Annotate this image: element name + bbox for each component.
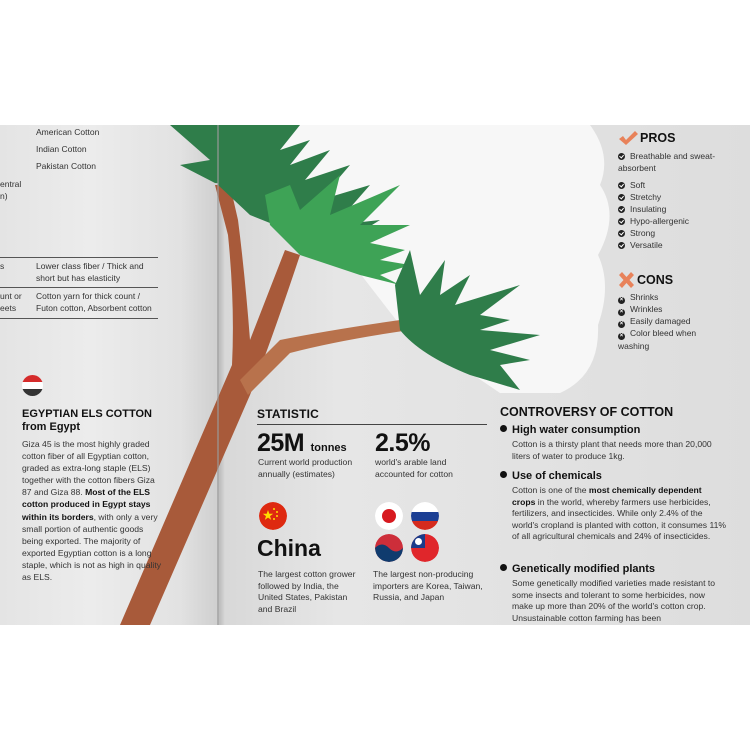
production-desc: Current world production annually (estimates) (258, 457, 353, 479)
pros-item (618, 179, 645, 191)
bullet-icon (500, 425, 507, 432)
pros-item-label: Hypo-allergenic (630, 216, 690, 226)
cotton-type-pakistan: Pakistan Cotton (36, 161, 97, 171)
top-grower-country: China (257, 535, 321, 561)
pros-item-label: Versatile (630, 240, 663, 250)
check-circle-icon (618, 242, 625, 249)
bullet-icon (500, 471, 507, 478)
els-body-bold: Most of the ELS cotton produced in Egypt stays within its borders (22, 487, 151, 522)
x-circle-icon: × (619, 297, 624, 303)
els-title-line2: from Egypt (22, 421, 81, 433)
pros-item-label: Stretchy (630, 192, 662, 202)
production-unit: tonnes (310, 442, 347, 454)
bullet-icon (500, 564, 507, 571)
korea-flag-icon (375, 534, 403, 562)
cons-item-label: Shrinks (630, 292, 659, 302)
pros-item (618, 203, 666, 215)
cons-item-label: Easily damaged (630, 316, 691, 326)
controversy-title: CONTROVERSY OF COTTON (500, 405, 674, 419)
japan-flag-icon (375, 502, 403, 530)
controversy-item-title (500, 424, 640, 436)
controversy-item-title (500, 563, 655, 575)
cons-item (618, 327, 713, 352)
els-body-text: Giza 45 is the most highly graded cotton fiber of all Egyptian cotton, graded as extra-long staple (ELS) together with the cotton fibers Giza 87 and Giza 88. (22, 439, 155, 498)
controversy-item-body: Some genetically modified varieties made resistant to some insects and tolerant to some herbicides, now make up more than 20% of the world's cotton crop. Unsustainable cotton farming has been (512, 578, 716, 623)
left-page (0, 125, 218, 625)
table-cell: short but has elasticity (36, 273, 121, 283)
magazine-spread (0, 125, 750, 625)
body-text: Cotton is one of the (512, 485, 589, 495)
table-cell: Futon cotton, Absorbent cotton (36, 303, 152, 313)
pros-item (618, 150, 728, 174)
table-cell-cutoff: unt or (0, 291, 22, 301)
cut-off-text: n) (0, 191, 8, 201)
pros-item (618, 239, 663, 251)
table-divider (0, 257, 158, 258)
egyptian-els-title (22, 408, 152, 434)
cons-item-label: Color bleed when washing (618, 328, 697, 351)
cotton-type-indian: Indian Cotton (36, 144, 87, 154)
grower-desc: The largest cotton grower followed by India, the United States, Pakistan and Brazil (258, 569, 356, 614)
check-circle-icon (618, 218, 625, 225)
check-circle-icon (618, 230, 625, 237)
table-cell: Cotton yarn for thick count / (36, 291, 140, 301)
check-circle-icon (618, 153, 625, 160)
controversy-item-body: Cotton is a thirsty plant that needs more than 20,000 liters of water to produce 1kg. (512, 439, 712, 461)
land-desc: world's arable land accounted for cotton (375, 457, 453, 479)
controversy-item-body (512, 485, 727, 543)
controversy-item-label: Use of chemicals (512, 470, 602, 482)
table-divider (0, 318, 158, 319)
pros-item-label: Strong (630, 228, 656, 238)
controversy-item-label: Genetically modified plants (512, 563, 656, 575)
egyptian-els-body (22, 438, 162, 583)
check-circle-icon (618, 182, 625, 189)
cons-title: CONS (637, 273, 674, 287)
statistic-title: STATISTIC (257, 407, 320, 421)
pros-item-label: Breathable and sweat-absorbent (618, 151, 716, 173)
table-cell-cutoff: s (0, 261, 5, 271)
controversy-item-title (500, 470, 602, 482)
table-divider (0, 287, 158, 288)
egypt-flag-icon (22, 375, 43, 396)
pros-item (618, 191, 661, 203)
pros-title: PROS (640, 131, 676, 145)
x-circle-icon: × (619, 309, 624, 315)
body-text: in the world, whereby farmers use herbicides, fertilizers, and insecticides. While only 2.4% of the world's cropland is planted with cotton, it consumes 11% of all agricultural chemicals and 24% of insecticides. (512, 496, 727, 542)
body-bold: most chemically dependent crops (512, 485, 702, 507)
russia-flag-icon (411, 502, 439, 530)
statistic-divider (257, 424, 487, 425)
controversy-item-label: High water consumption (512, 424, 641, 436)
check-circle-icon (618, 194, 625, 201)
check-circle-icon (618, 206, 625, 213)
table-cell-cutoff: eets (0, 303, 17, 313)
taiwan-flag-icon (411, 534, 439, 562)
pros-item-label: Insulating (630, 204, 667, 214)
els-title-line1: EGYPTIAN ELS COTTON (22, 408, 152, 420)
china-flag-icon (259, 502, 287, 530)
check-mark-icon (618, 130, 638, 146)
x-mark-icon (618, 272, 635, 288)
pros-item (618, 227, 655, 239)
cotton-type-american: American Cotton (36, 127, 100, 137)
x-circle-icon: × (619, 333, 624, 339)
pros-item-label: Soft (630, 180, 646, 190)
els-body-text: , with only a very small portion of authentic goods being exported. The majority of exported Egyptian cotton is a long staple, which is not as high in quality as ELS. (22, 511, 162, 583)
x-circle-icon: × (619, 321, 624, 327)
land-value: 2.5% (375, 429, 430, 457)
pros-item (618, 215, 689, 227)
cons-item-label: Wrinkles (630, 304, 663, 314)
table-cell: Lower class fiber / Thick and (36, 261, 144, 271)
cut-off-text: entral (0, 179, 22, 189)
production-number: 25M (257, 429, 305, 457)
importers-desc: The largest non-producing importers are Korea, Taiwan, Russia, and Japan (373, 569, 483, 602)
